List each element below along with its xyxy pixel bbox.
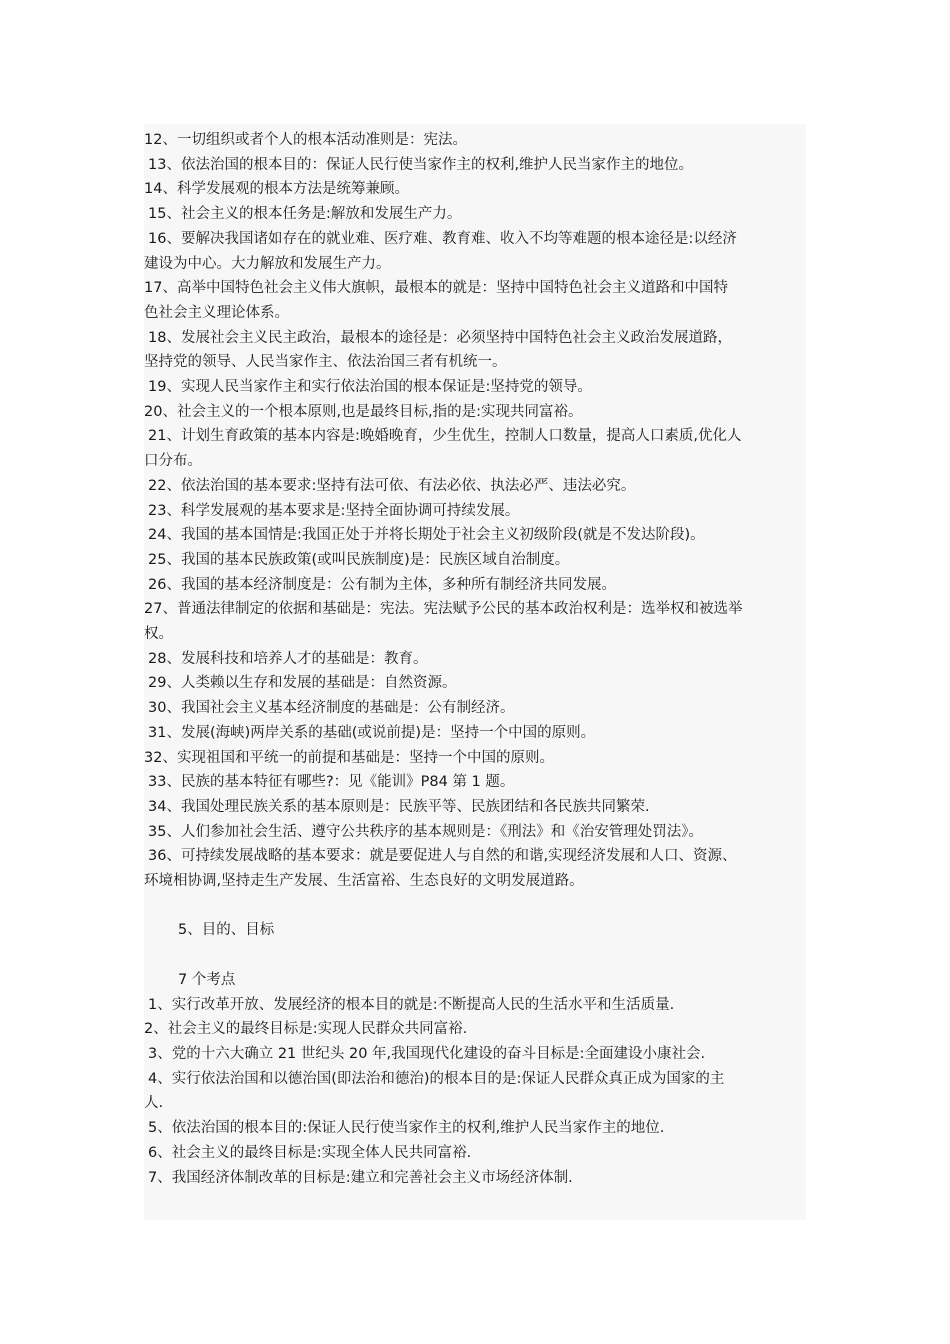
list-item-line: 15、社会主义的根本任务是:解放和发展生产力。 bbox=[148, 206, 462, 223]
list-item bbox=[144, 424, 806, 473]
list-item-line: 3、党的十六大确立 21 世纪头 20 年,我国现代化建设的奋斗目标是:全面建设小康社会. bbox=[148, 1045, 706, 1062]
list-item bbox=[144, 1042, 806, 1067]
spacer bbox=[144, 894, 806, 919]
list-item bbox=[144, 795, 806, 820]
list-item-line: 12、一切组织或者个人的根本活动准则是：宪法。 bbox=[144, 132, 467, 148]
list-item bbox=[144, 820, 806, 845]
list-goals bbox=[144, 993, 806, 1191]
list-item bbox=[144, 597, 806, 646]
list-item-line: 34、我国处理民族关系的基本原则是：民族平等、民族团结和各民族共同繁荣. bbox=[148, 798, 650, 815]
list-item bbox=[144, 474, 806, 499]
section-title: 5、目的、目标 bbox=[178, 922, 275, 939]
list-item-line: 35、人们参加社会生活、遵守公共秩序的基本规则是：《刑法》和《治安管理处罚法》。 bbox=[148, 823, 703, 840]
list-item bbox=[144, 227, 806, 276]
list-item bbox=[144, 993, 806, 1018]
list-item bbox=[144, 548, 806, 573]
list-item-line: 22、依法治国的基本要求:坚持有法可依、有法必依、执法必严、违法必究。 bbox=[148, 477, 636, 494]
list-item-line: 建设为中心。大力解放和发展生产力。 bbox=[144, 255, 391, 272]
list-item-line: 19、实现人民当家作主和实行依法治国的根本保证是:坚持党的领导。 bbox=[148, 379, 592, 396]
list-item-line: 16、要解决我国诸如存在的就业难、医疗难、教育难、收入不均等难题的根本途径是:以经济 bbox=[148, 230, 737, 247]
list-item-line: 13、依法治国的根本目的：保证人民行使当家作主的权利,维护人民当家作主的地位。 bbox=[148, 156, 694, 173]
list-item-line: 权。 bbox=[144, 626, 173, 643]
list-item-line: 23、科学发展观的基本要求是:坚持全面协调可持续发展。 bbox=[148, 502, 520, 519]
spacer bbox=[144, 943, 806, 968]
list-item-line: 人. bbox=[144, 1095, 164, 1112]
list-item bbox=[144, 202, 806, 227]
list-item bbox=[144, 1017, 806, 1042]
list-item-line: 5、依法治国的根本目的:保证人民行使当家作主的权利,维护人民当家作主的地位. bbox=[148, 1120, 665, 1137]
list-item-line: 27、普通法律制定的依据和基础是：宪法。宪法赋予公民的基本政治权利是：选举权和被选举 bbox=[144, 601, 743, 618]
list-item-line: 14、科学发展观的根本方法是统筹兼顾。 bbox=[144, 181, 409, 198]
list-item bbox=[144, 573, 806, 598]
list-fundamental bbox=[144, 128, 806, 894]
list-item-line: 环境相协调,坚持走生产发展、生活富裕、生态良好的文明发展道路。 bbox=[144, 873, 584, 890]
list-item-line: 坚持党的领导、人民当家作主、依法治国三者有机统一。 bbox=[144, 354, 507, 371]
list-item-line: 21、计划生育政策的基本内容是:晚婚晚育，少生优生，控制人口数量，提高人口素质,优化人 bbox=[148, 428, 742, 445]
list-item bbox=[144, 1116, 806, 1141]
list-item-line: 36、可持续发展战略的基本要求：就是要促进人与自然的和谐,实现经济发展和人口、资源、 bbox=[148, 848, 737, 865]
list-item-line: 26、我国的基本经济制度是：公有制为主体，多种所有制经济共同发展。 bbox=[148, 576, 616, 593]
list-item bbox=[144, 1141, 806, 1166]
list-item-line: 28、发展科技和培养人才的基础是：教育。 bbox=[148, 650, 428, 667]
list-item bbox=[144, 523, 806, 548]
list-item-line: 25、我国的基本民族政策(或叫民族制度)是：民族区域自治制度。 bbox=[148, 551, 570, 568]
document-content bbox=[144, 124, 806, 1220]
list-item bbox=[144, 746, 806, 771]
list-item bbox=[144, 153, 806, 178]
list-item-line: 色社会主义理论体系。 bbox=[144, 304, 289, 321]
list-item bbox=[144, 647, 806, 672]
list-item bbox=[144, 326, 806, 375]
list-item bbox=[144, 128, 806, 153]
list-item bbox=[144, 499, 806, 524]
list-item-line: 33、民族的基本特征有哪些?：见《能训》P84 第 1 题。 bbox=[148, 774, 515, 791]
list-item bbox=[144, 1166, 806, 1191]
list-item-line: 18、发展社会主义民主政治，最根本的途径是：必须坚持中国特色社会主义政治发展道路， bbox=[148, 329, 732, 346]
list-item-line: 31、发展(海峡)两岸关系的基础(或说前提)是：坚持一个中国的原则。 bbox=[148, 724, 596, 741]
list-item-line: 24、我国的基本国情是:我国正处于并将长期处于社会主义初级阶段(就是不发达阶段)。 bbox=[148, 527, 705, 544]
list-item-line: 29、人类赖以生存和发展的基础是：自然资源。 bbox=[148, 675, 457, 692]
list-item bbox=[144, 375, 806, 400]
list-item-line: 6、社会主义的最终目标是:实现全体人民共同富裕. bbox=[148, 1144, 472, 1161]
list-item bbox=[144, 1067, 806, 1116]
list-item bbox=[144, 770, 806, 795]
list-item bbox=[144, 276, 806, 325]
list-item bbox=[144, 671, 806, 696]
list-item-line: 30、我国社会主义基本经济制度的基础是：公有制经济。 bbox=[148, 700, 515, 717]
list-item-line: 口分布。 bbox=[144, 453, 202, 470]
list-item bbox=[144, 696, 806, 721]
list-item bbox=[144, 844, 806, 893]
list-item-line: 20、社会主义的一个根本原则,也是最终目标,指的是:实现共同富裕。 bbox=[144, 403, 583, 420]
list-item bbox=[144, 721, 806, 746]
section-subtitle: 7 个考点 bbox=[178, 971, 236, 988]
list-item-line: 17、高举中国特色社会主义伟大旗帜，最根本的就是：坚持中国特色社会主义道路和中国特 bbox=[144, 280, 728, 297]
list-item-line: 32、实现祖国和平统一的前提和基础是：坚持一个中国的原则。 bbox=[144, 749, 554, 766]
list-item bbox=[144, 400, 806, 425]
list-item-line: 1、实行改革开放、发展经济的根本目的就是:不断提高人民的生活水平和生活质量. bbox=[148, 996, 675, 1013]
list-item bbox=[144, 177, 806, 202]
list-item-line: 2、社会主义的最终目标是:实现人民群众共同富裕. bbox=[144, 1021, 468, 1038]
list-item-line: 7、我国经济体制改革的目标是:建立和完善社会主义市场经济体制. bbox=[148, 1169, 573, 1186]
list-item-line: 4、实行依法治国和以德治国(即法治和德治)的根本目的是:保证人民群众真正成为国家的主 bbox=[148, 1070, 725, 1087]
